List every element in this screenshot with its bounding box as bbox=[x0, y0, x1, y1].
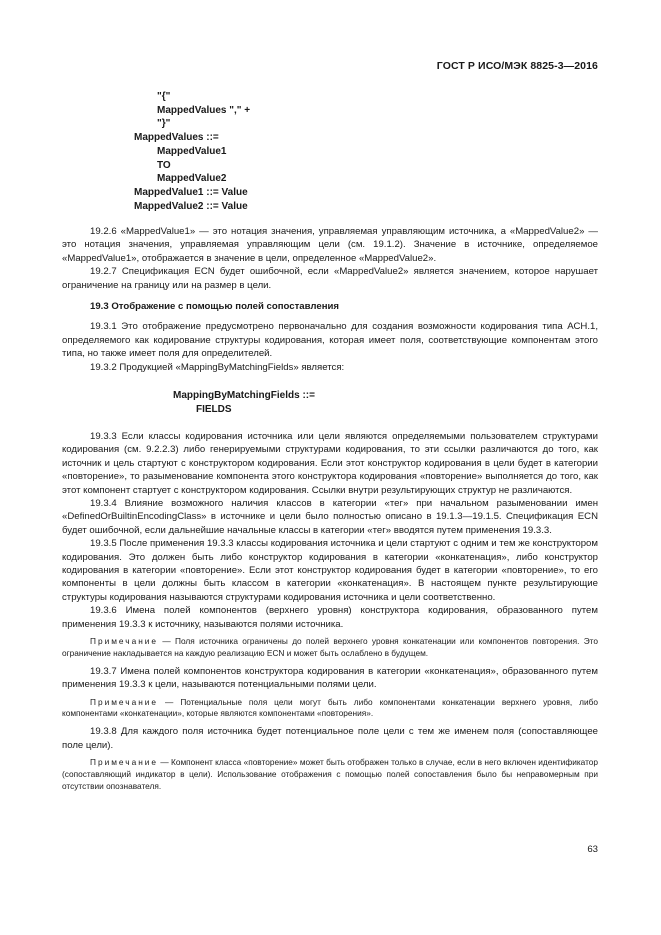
code-line: MappedValue2 bbox=[157, 173, 227, 185]
paragraph-19-3-2: 19.3.2 Продукцией «MappingByMatchingFields» является: bbox=[90, 361, 345, 373]
note-1 bbox=[62, 636, 598, 660]
paragraph-19-2-6: 19.2.6 «MappedValue1» — это нотация значения, управляемая управляющим источника, а «MappedValue2» — это нотация значения, управляемая управляющим цели (см. 19.1.2). Значение в источнике, определяемое «MappedValue1», отображается в значение в цели, определенное «MappedValue2». bbox=[62, 226, 598, 264]
note-text: — Поля источника ограничены до полей верхнего уровня конкатенации или компонентов повторения. Это ограничение накладывается на каждую реализацию ECN и может быть ослаблено в будущем. bbox=[62, 636, 598, 658]
paragraph-19-3-6: 19.3.6 Имена полей компонентов (верхнего уровня) конструктора кодирования, образованного путем применения 19.3.3 к источнику, называются полями источника. bbox=[62, 605, 598, 630]
paragraph-19-3-4: 19.3.4 Влияние возможного наличия классов в категории «тег» при начальном разыменовании имен «DefinedOrBuiltinEncodingClass» в источнике и цели было полностью описано в 19.1.3—19.1.5. Спецификация ECN будет ошибочной, если дальнейшие начальные классы в категории «тег» вводятся путем применения 19.3.3. bbox=[62, 498, 598, 536]
code-line: FIELDS bbox=[196, 403, 232, 415]
paragraph-19-3-1: 19.3.1 Это отображение предусмотрено первоначально для создания возможности кодирования типа АСН.1, определяемого как кодирование структуры кодирования, которая имеет поля, соответствующие компонентам этого типа, но также имеет поля для определителей. bbox=[62, 321, 598, 360]
note-2 bbox=[62, 697, 598, 721]
note-text: — Потенциальные поля цели могут быть либо компонентами конкатенации верхнего уровня, либо компонентами «конкатенации», которые являются компонентами «повторения». bbox=[62, 696, 599, 719]
body-section-2 bbox=[62, 430, 598, 792]
page-number: 63 bbox=[587, 844, 598, 855]
code-line: MappedValue2 ::= Value bbox=[134, 200, 248, 212]
paragraph-19-3-5: 19.3.5 После применения 19.3.3 классы кодирования источника и цели стартуют с одним и тем же конструктором кодирования. Это должен быть либо конструктор кодирования в категории «конкатенация», либо конструктор кодирования в категории «повторение». Если этот конструктор кодирования будет в категории «повторение», то его компоненты в цели должны быть классом в категории «конкатенация». В настоящем пункте результирующие структуры кодирования называются структурами кодирования источника и цели соответственно. bbox=[62, 538, 598, 603]
code-line: TO bbox=[157, 159, 171, 171]
code-line: MappedValue1 bbox=[157, 145, 227, 157]
paragraph-19-2-7: 19.2.7 Спецификация ECN будет ошибочной, если «MappedValue2» является значением, которое нарушает ограничение на границу или на размер в цели. bbox=[62, 266, 598, 291]
note-label: Примечание bbox=[90, 756, 159, 767]
code-line: MappedValues ::= bbox=[134, 132, 219, 144]
paragraph-19-3-8: 19.3.8 Для каждого поля источника будет потенциальное поле цели с тем же именем поля (сопоставляющее поле цели). bbox=[62, 726, 598, 751]
code-line: MappingByMatchingFields ::= bbox=[173, 390, 315, 401]
code-line: MappedValues "," + bbox=[157, 104, 251, 116]
body-section-1 bbox=[62, 225, 598, 374]
note-label: Примечание bbox=[90, 696, 159, 707]
code-line: MappedValue1 ::= Value bbox=[134, 186, 248, 198]
code-line: "}" bbox=[157, 118, 171, 130]
note-text: — Компонент класса «повторение» может быть отображен только в случае, если в него включен идентификатор (сопоставляющий индикатор в цели). Использование отображения с помощью полей сопоставления было бы неправомерным при отсутствии опознавателя. bbox=[62, 756, 599, 791]
code-block-mapping-by-matching-fields bbox=[0, 389, 315, 416]
code-block-mapped-values bbox=[0, 90, 251, 213]
paragraph-19-3-3: 19.3.3 Если классы кодирования источника или цели являются определяемыми пользователем структурами кодирования (см. 9.2.2.3) либо генерируемыми структурами кодирования, то эти ссылки различаются до того, как источник и цель стартуют с конструктором кодирования. Если этот конструктор кодирования в цели будет в категории «повторение», то разыменование компонента этого конструктора кодирования «повторение» выполняется до того, как этот компонент стартует с конструктором кодирования. Ссылки внутри результирующих структур не различаются. bbox=[62, 431, 598, 496]
note-label: Примечание bbox=[90, 636, 159, 647]
document-header: ГОСТ Р ИСО/МЭК 8825-3—2016 bbox=[436, 60, 598, 72]
note-3 bbox=[62, 757, 598, 792]
code-line: "{" bbox=[157, 91, 171, 102]
section-heading-19-3: 19.3 Отображение с помощью полей сопоставления bbox=[90, 301, 340, 313]
paragraph-19-3-7: 19.3.7 Имена полей компонентов конструктора кодирования в категории «конкатенация», образованного путем применения 19.3.3 к цели, называются потенциальными полями цели. bbox=[62, 665, 598, 691]
